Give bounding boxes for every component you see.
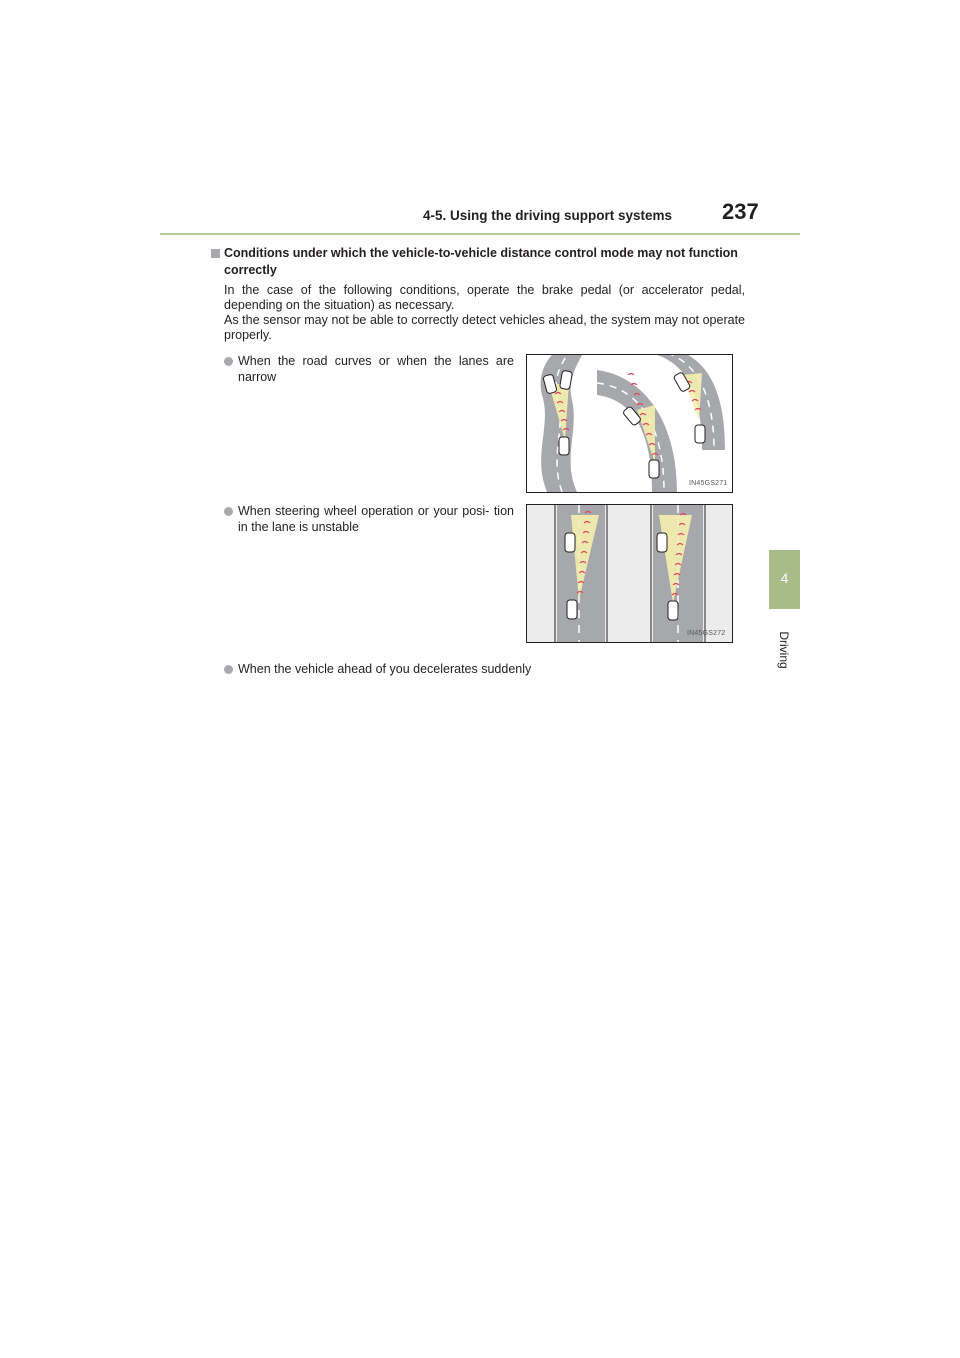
bullet-item (224, 661, 624, 677)
header-section-title: 4-5. Using the driving support systems (423, 208, 673, 223)
section-heading-text: Conditions under which the vehicle-to-vehicle distance control mode may not function correctly (224, 246, 738, 277)
section-heading (211, 245, 756, 279)
figure-curved-roads (526, 354, 733, 493)
chapter-label-text: Driving (777, 631, 791, 669)
chapter-tab (769, 550, 800, 609)
square-bullet-icon (211, 249, 220, 258)
paragraph: As the sensor may not be able to correctly detect vehicles ahead, the system may not operate properly. (224, 313, 745, 342)
round-bullet-icon (224, 665, 233, 674)
straight-lanes-illustration (527, 505, 732, 642)
header-rule (160, 233, 800, 235)
chapter-label (768, 620, 800, 680)
paragraph: In the case of the following conditions, operate the brake pedal (or accelerator pedal, depending on the situation) as necessary. (224, 283, 745, 312)
bullet-text: When steering wheel operation or your posi- tion in the lane is unstable (238, 504, 514, 534)
chapter-number: 4 (780, 570, 789, 586)
bullet-item (224, 353, 514, 385)
figure-straight-lanes (526, 504, 733, 643)
body-text (224, 283, 745, 343)
round-bullet-icon (224, 507, 233, 516)
figure-code: IN45GS271 (689, 480, 728, 487)
page-number: 237 (722, 199, 759, 224)
curved-roads-illustration (527, 355, 732, 492)
figure-code: IN45GS272 (687, 630, 726, 637)
bullet-text: When the road curves or when the lanes are narrow (238, 354, 514, 384)
bullet-text: When the vehicle ahead of you decelerates suddenly (238, 662, 532, 676)
bullet-item (224, 503, 514, 535)
round-bullet-icon (224, 357, 233, 366)
